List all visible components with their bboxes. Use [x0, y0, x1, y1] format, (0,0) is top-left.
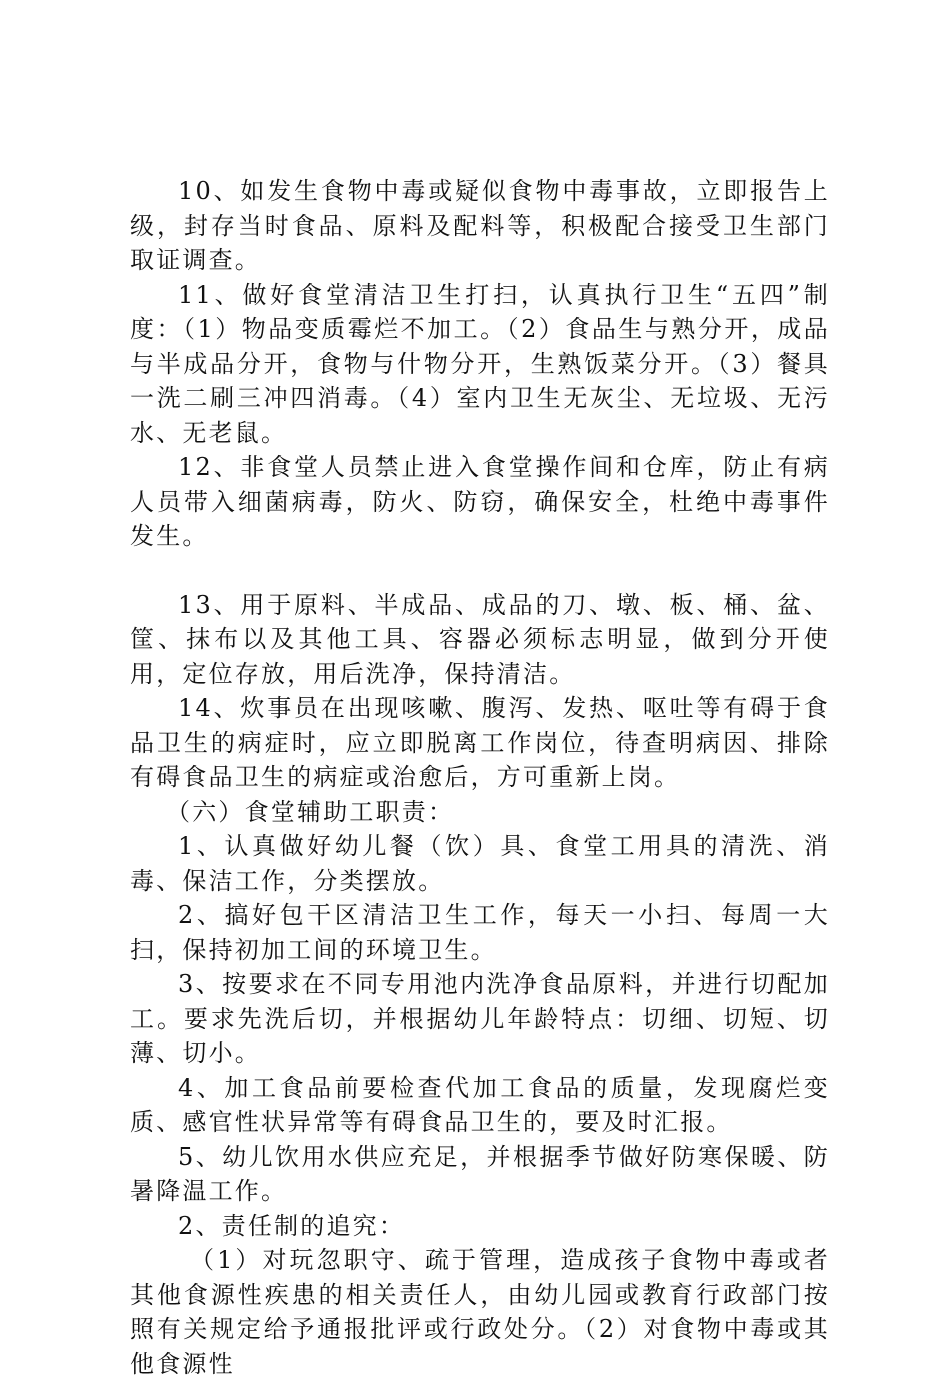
- document-body: [130, 174, 830, 1381]
- duty-item-5: 5、幼儿饮用水供应充足，并根据季节做好防寒保暖、防暑降温工作。: [130, 1142, 830, 1205]
- paragraph-item-14: 14、炊事员在出现咳嗽、腹泻、发热、呕吐等有碍于食品卫生的病症时，应立即脱离工作岗位，待查明病因、排除有碍食品卫生的病症或治愈后，方可重新上岗。: [130, 694, 830, 791]
- accountability-clause: （1）对玩忽职守、疏于管理，造成孩子食物中毒或者其他食源性疾患的相关责任人，由幼儿园或教育行政部门按照有关规定给予通报批评或行政处分。（2）对食物中毒或其他食源性: [130, 1246, 830, 1378]
- duty-item-2: 2、搞好包干区清洁卫生工作，每天一小扫、每周一大扫，保持初加工间的环境卫生。: [130, 901, 830, 964]
- section-heading-assistant-duties: （六）食堂辅助工职责：: [166, 797, 455, 826]
- paragraph-item-13: 13、用于原料、半成品、成品的刀、墩、板、桶、盆、筐、抹布以及其他工具、容器必须标志明显，做到分开使用，定位存放，用后洗净，保持清洁。: [130, 590, 830, 688]
- paragraph-item-11: 11、做好食堂清洁卫生打扫，认真执行卫生“五四”制度：（1）物品变质霉烂不加工。（2）食品生与熟分开，成品与半成品分开，食物与什物分开，生熟饭菜分开。（3）餐具一洗二刷三冲四消毒。（4）室内卫生无灰尘、无垃圾、无污水、无老鼠。: [130, 280, 830, 447]
- duty-item-3: 3、按要求在不同专用池内洗净食品原料，并进行切配加工。要求先洗后切，并根据幼儿年龄特点：切细、切短、切薄、切小。: [130, 970, 830, 1067]
- duty-item-1: 1、认真做好幼儿餐（饮）具、食堂工用具的清洗、消毒、保洁工作，分类摆放。: [130, 832, 830, 895]
- duty-item-4: 4、加工食品前要检查代加工食品的质量，发现腐烂变质、感官性状异常等有碍食品卫生的，要及时汇报。: [130, 1073, 830, 1136]
- section-heading-accountability: 2、责任制的追究：: [178, 1211, 406, 1240]
- paragraph-item-12: 12、非食堂人员禁止进入食堂操作间和仓库，防止有病人员带入细菌病毒，防火、防窃，确保安全，杜绝中毒事件发生。: [130, 453, 830, 550]
- paragraph-item-10: 10、如发生食物中毒或疑似食物中毒事故，立即报告上级，封存当时食品、原料及配料等，积极配合接受卫生部门取证调查。: [130, 177, 830, 274]
